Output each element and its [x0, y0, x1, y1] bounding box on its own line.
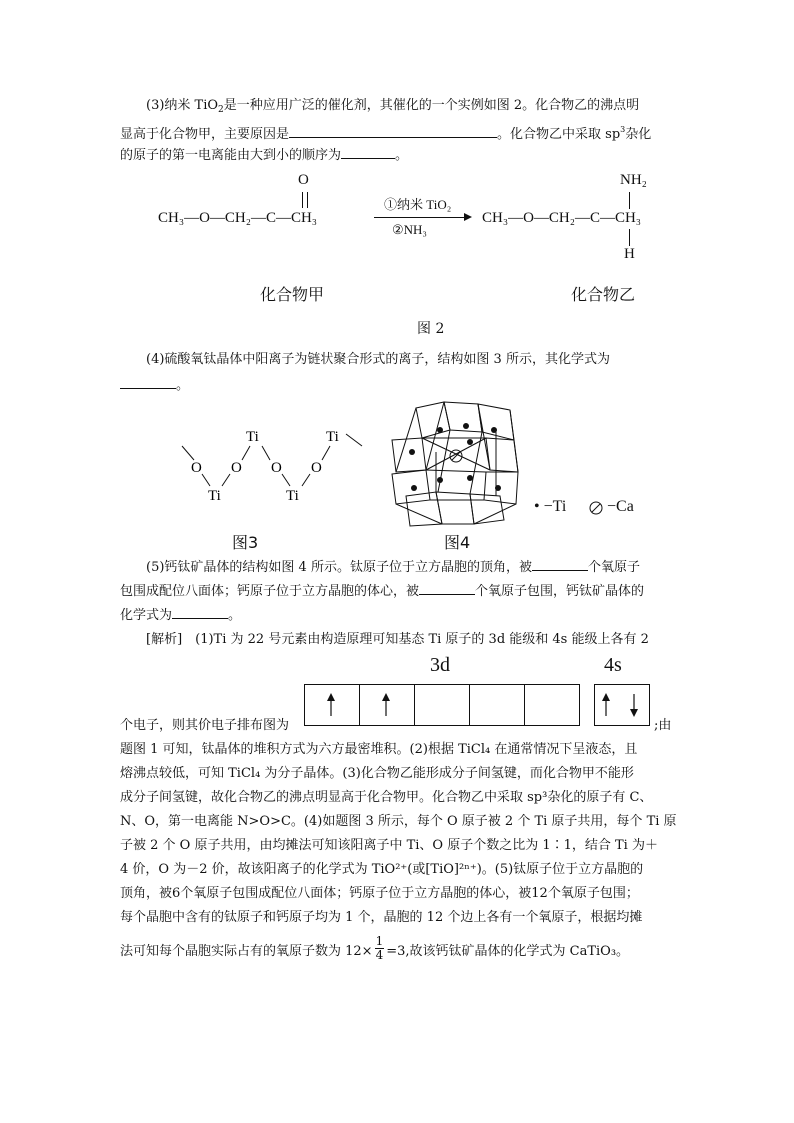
q4-line2: [120, 374, 189, 396]
q5-text: 个氧原子包围，钙钛矿晶体的: [475, 584, 645, 599]
fig2-arrow-head: [464, 213, 472, 221]
q3-line3: [120, 144, 408, 166]
q5-text: (5)钙钛矿晶体的结构如图 4 所示。钛原子位于立方晶胞的顶角，被: [146, 560, 532, 575]
answer-blank[interactable]: [532, 556, 588, 571]
o-label: O: [311, 460, 322, 476]
orbital-label-3d: 3d: [430, 654, 450, 676]
q3-text: (3)纳米 TiO: [146, 98, 219, 113]
up-arrow-icon: [600, 692, 612, 718]
fig2-caption: 图 2: [417, 321, 445, 337]
analysis-line2b: ;由: [654, 718, 672, 733]
o-label: O: [271, 460, 282, 476]
fig4-legend-ca: −Ca: [607, 498, 634, 515]
fig4-crystal-diagram: [386, 400, 526, 530]
orbital-label-4s: 4s: [604, 654, 622, 676]
fig2-nh2: NH₂: [620, 172, 647, 188]
fraction-denominator: 4: [375, 948, 384, 962]
fig2-label-right: 化合物乙: [571, 285, 636, 304]
q3-line2: [120, 120, 651, 145]
analysis-line6: N、O，第一电离能 N>O>C。(4)如题图 3 所示，每个 O 原子被 2 个 Ti 原子共用，每个 Ti 原: [120, 814, 677, 829]
q4-line1: (4)硫酸氧钛晶体中阳离子为链状聚合形式的离子，结构如图 3 所示，其化学式为: [146, 352, 610, 367]
orbital-divider: [524, 684, 525, 726]
q3-text: 。: [395, 148, 409, 163]
ti-label: Ti: [246, 429, 259, 445]
analysis-line9: 顶角，被6个氧原子包围成配位八面体；钙原子位于立方晶胞的体心，被12个氧原子包围；: [120, 886, 639, 901]
fig2-double-bond: [302, 192, 308, 208]
fraction-numerator: 1: [375, 934, 384, 948]
fig2-right-chain: CH₃—O—CH₂—C—CH₃: [482, 210, 642, 226]
q3-text: 的原子的第一电离能由大到小的顺序为: [120, 148, 342, 163]
fig2-left-chain: CH₃—O—CH₂—C—CH₃: [158, 210, 318, 226]
orbital-divider: [469, 684, 470, 726]
answer-blank[interactable]: [289, 123, 497, 138]
q5-text: 个氧原子: [587, 560, 640, 575]
analysis-text: 法可知每个晶胞实际占有的氧原子数为 12×: [120, 944, 373, 959]
answer-blank[interactable]: [172, 604, 228, 619]
fig2-label-left: 化合物甲: [260, 285, 325, 304]
orbital-divider: [359, 684, 360, 726]
o-label: O: [191, 460, 202, 476]
orbital-3d-box: [304, 684, 580, 726]
up-arrow-icon: [380, 692, 392, 718]
fig4-legend-ti: • −Ti: [534, 498, 567, 515]
fig2-o-top: O: [298, 172, 309, 188]
q3-text: 是一种应用广泛的催化剂，其催化的一个实例如图 2。化合物乙的沸点明: [223, 98, 640, 113]
answer-blank[interactable]: [120, 374, 176, 389]
analysis-line8: 4 价，O 为－2 价，故该阳离子的化学式为 TiO²⁺(或[TiO]²ⁿ⁺)。(5)钛原子位于立方晶胞的: [120, 862, 644, 877]
q4-text: 。: [176, 378, 190, 393]
analysis-line10: 每个晶胞中含有的钛原子和钙原子均为 1 个，晶胞的 12 个边上各有一个氧原子，根据均摊: [120, 910, 643, 925]
q5-line2: [120, 580, 644, 602]
ti-label: Ti: [208, 488, 221, 504]
answer-blank[interactable]: [341, 144, 395, 159]
q3-text: 。化合物乙中采取 sp: [497, 127, 621, 142]
analysis-line11: [120, 934, 630, 965]
fig3-caption: 图3: [232, 533, 259, 552]
answer-blank[interactable]: [419, 580, 475, 595]
fig2-bond-down: [629, 229, 630, 246]
q3-text: 显高于化合物甲，主要原因是: [120, 127, 290, 142]
orbital-divider: [414, 684, 415, 726]
down-arrow-icon: [628, 692, 640, 718]
q5-text: 包围成配位八面体；钙原子位于立方晶胞的体心，被: [120, 584, 420, 599]
fig2-reaction-arrow: [374, 217, 470, 218]
subscript: 2: [218, 105, 224, 115]
analysis-line4: 熔沸点较低，可知 TiCl₄ 为分子晶体。(3)化合物乙能形成分子间氢键，而化合物甲不能形: [120, 766, 634, 781]
analysis-line7: 子被 2 个 O 原子共用，由均摊法可知该阳离子中 Ti、O 原子个数之比为 1∶1，结合 Ti 为＋: [120, 838, 658, 853]
q3-text: 杂化: [625, 127, 652, 142]
fraction: [375, 935, 385, 962]
fig3-chain-diagram: [176, 420, 376, 510]
fig4-caption: 图4: [444, 533, 471, 552]
analysis-text: =3,故该钙钛矿晶体的化学式为 CaTiO₃。: [386, 944, 630, 959]
superscript: 3: [620, 125, 626, 134]
fig2-arrow-top: ①纳米 TiO₂: [384, 197, 452, 212]
o-label: O: [231, 460, 242, 476]
fig2-h: H: [624, 246, 635, 262]
q3-line1: [146, 96, 639, 120]
ca-legend-icon: [588, 500, 604, 516]
fig2-arrow-bottom: ②NH₃: [392, 222, 427, 237]
up-arrow-icon: [325, 692, 337, 718]
q5-text: 。: [228, 608, 242, 623]
q5-line1: [146, 556, 640, 578]
fig2-bond-up: [629, 192, 630, 209]
q5-line3: [120, 604, 241, 626]
analysis-line2a: 个电子，则其价电子排布图为: [120, 718, 290, 733]
ti-label: Ti: [326, 429, 339, 445]
q5-text: 化学式为: [120, 608, 173, 623]
ti-label: Ti: [286, 488, 299, 504]
analysis-line1: [解析] (1)Ti 为 22 号元素由构造原理可知基态 Ti 原子的 3d 能级和 4s 能级上各有 2: [146, 632, 649, 647]
analysis-line3: 题图 1 可知，钛晶体的堆积方式为六方最密堆积。(2)根据 TiCl₄ 在通常情况下呈液态，且: [120, 742, 638, 757]
analysis-line5: 成分子间氢键，故化合物乙的沸点明显高于化合物甲。化合物乙中采取 sp³杂化的原子有 C、: [120, 790, 653, 805]
